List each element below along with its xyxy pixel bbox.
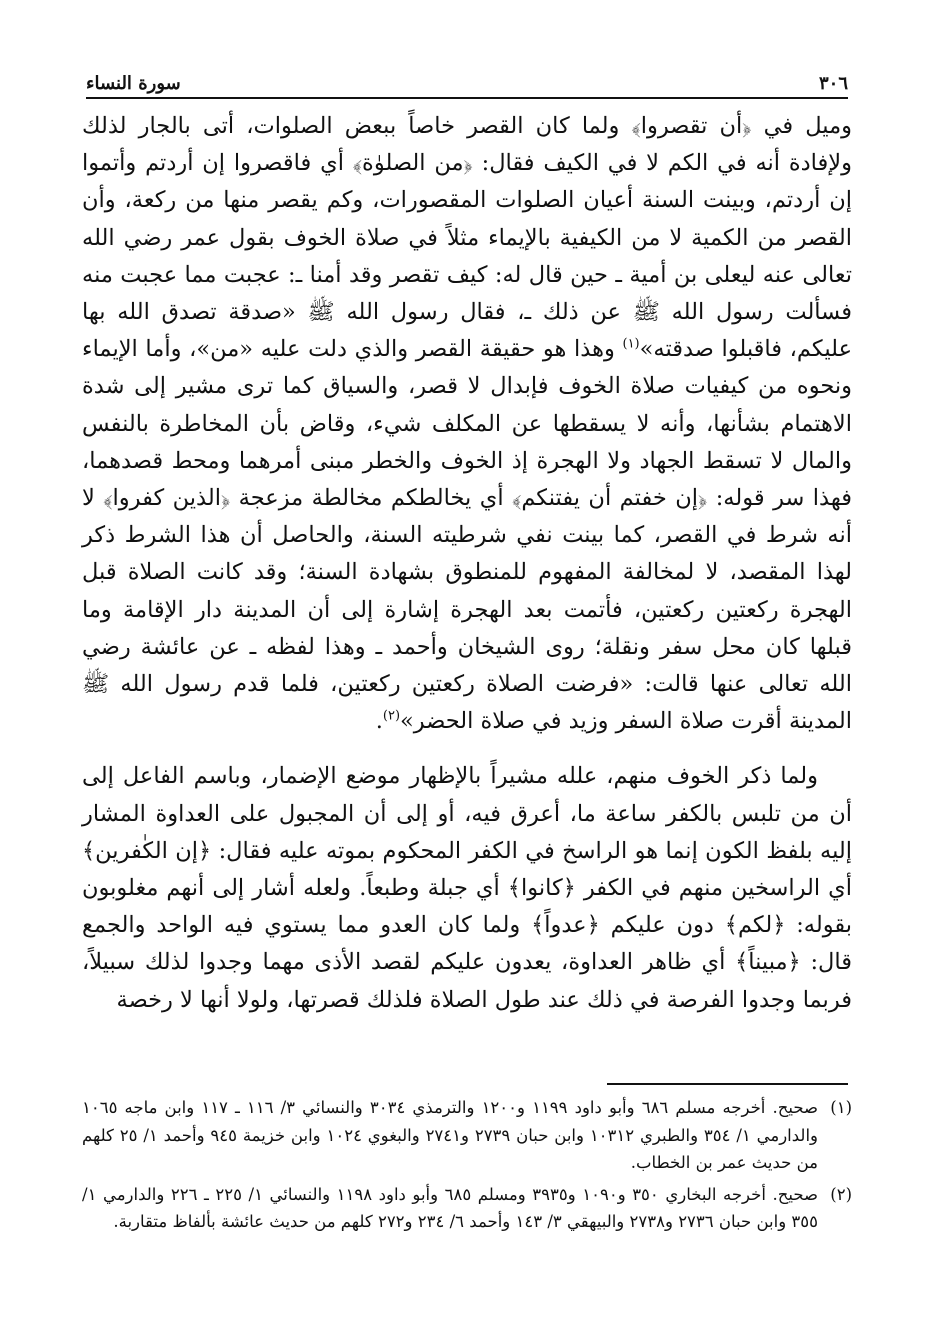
footnote-text: صحيح. أخرجه مسلم ٦٨٦ وأبو داود ١١٩٩ و١٢٠٠ والترمذي ٣٠٣٤ والنسائي ٣/ ١١٦ ـ ١١٧ وابن ماجه ١٠٦٥ والدارمي ١/ ٣٥٤ والطبري ١٠٣١٢ وابن حبان ٢٧٣٩ و٢٧٤١ والبغوي ١٠٢٤ وابن خزيمة ٩٤٥ وأحمد ١/ ٢٥ كلهم من حديث عمر بن الخطاب.: [82, 1098, 819, 1172]
paragraph-1-end: .: [375, 708, 383, 735]
footnote-2: [82, 1181, 852, 1236]
header-divider: [86, 97, 848, 99]
footnote-text: صحيح. أخرجه البخاري ٣٥٠ و١٠٩٠ و٣٩٣٥ ومسلم ٦٨٥ وأبو داود ١١٩٨ والنسائي ١/ ٢٢٥ ـ ٢٢٦ والدارمي ١/ ٣٥٥ وابن حبان ٢٧٣٦ و٢٧٣٨ والبيهقي ٣/ ١٤٣ وأحمد ٦/ ٢٣٤ و٢٧٢ كلهم من حديث عائشة بألفاظ متقاربة.: [82, 1184, 818, 1231]
surah-title: سورة النساء: [86, 73, 181, 94]
paragraph-1-text: وميل في ﴿أن تقصروا﴾ ولما كان القصر خاصاً ببعض الصلوات، أتى بالجار لذلك ولإفادة أنه في الكم لا في الكيف فقال: ﴿من الصلوٰة﴾ أي فاقصروا إن أردتم وأتموا إن أردتم، وبينت السنة أعيان الصلوات المقصورات، وكم يقصر منها من ركعة، وأن القصر من الكمية لا من الكيفية بالإيماء مثلاً في صلاة الخوف بقول عمر رضي الله تعالى عنه ليعلى بن أمية ـ حين قال له: كيف تقصر وقد أمنا ـ: عجبت مما عجبت منه فسألت رسول الله ﷺ عن ذلك ـ، فقال رسول الله ﷺ «صدقة تصدق الله بها عليكم، فاقبلوا صدقته»: [82, 113, 852, 363]
page-number: ٣٠٦: [818, 73, 848, 94]
footnote-ref-1: (١): [622, 336, 640, 352]
footnote-1: [82, 1094, 852, 1177]
footnote-divider: [607, 1083, 848, 1085]
footnote-number: (١): [830, 1098, 852, 1117]
footnotes: [82, 1094, 852, 1240]
page-header: [86, 64, 848, 94]
paragraph-2: ولما ذكر الخوف منهم، علله مشيراً بالإظهار موضع الإضمار، وباسم الفاعل إلى أن من تلبس بالكفر ساعة ما، أعرق فيه، أو إلى أن المجبول على العداوة المشار إليه بلفظ الكون إنما هو الراسخ في الكفر المحكوم بموته عليه فقال: ﴿إن الكٰفرين﴾ أي الراسخين منهم في الكفر ﴿كانوا﴾ أي جبلة وطبعاً. ولعله أشار إلى أنهم مغلوبون بقوله: ﴿لكم﴾ دون عليكم ﴿عدواً﴾ ولما كان العدو مما يستوي فيه الواحد والجمع قال: ﴿مبيناً﴾ أي ظاهر العداوة، يعدون عليكم لقصد الأذى مهما وجدوا لذلك سبيلاً، فربما وجدوا الفرصة في ذلك عند طول الصلاة فلذلك قصرتها، ولولا أنها لا رخصة: [82, 763, 852, 1013]
footnote-ref-2: (٢): [382, 708, 401, 724]
main-text: [82, 108, 852, 1019]
paragraph-1: [82, 108, 852, 740]
paragraph-1-continuation: وهذا هو حقيقة القصر والذي دلت عليه «من»، وأما الإيماء ونحوه من كيفيات صلاة الخوف فإبدال لا قصر، والسياق كما ترى مشير إلى شدة الاهتمام بشأنها، وأنه لا يسقطها عن المكلف شيء، وقاض بأن المخاطرة بالنفس والمال لا تسقط الجهاد ولا الهجرة إذ الخوف والخطر مبنى أمرهما ومحط قصدهما، فهذا سر قوله: ﴿إن خفتم أن يفتنكم﴾ أي يخالطكم مخالطة مزعجة ﴿الذين كفروا﴾ لا أنه شرط في القصر، كما بينت نفي شرطيته السنة، والحاصل أن هذا الشرط ذكر لهذا المقصد، لا لمخالفة المفهوم للمنطوق بشهادة السنة؛ وقد كانت الصلاة قبل الهجرة ركعتين ركعتين، فأتمت بعد الهجرة إشارة إلى أن المدينة دار الإقامة وما قبلها كان محل سفر ونقلة؛ روى الشيخان وأحمد ـ وهذا لفظه ـ عن عائشة رضي الله تعالى عنها قالت: «فرضت الصلاة ركعتين ركعتين، فلما قدم رسول الله ﷺ المدينة أقرت صلاة السفر وزيد في صلاة الحضر»: [82, 336, 852, 735]
footnote-number: (٢): [830, 1184, 852, 1204]
